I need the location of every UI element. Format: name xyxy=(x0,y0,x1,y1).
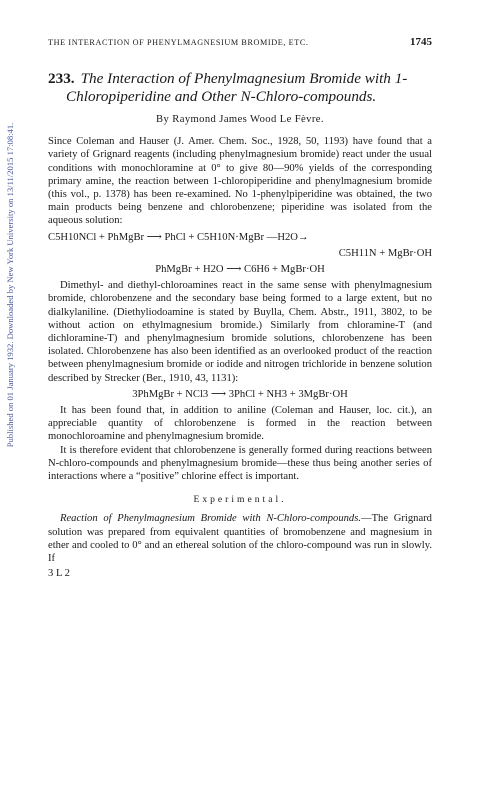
equation-3: 3PhMgBr + NCl3 ⟶ 3PhCl + NH3 + 3MgBr·OH xyxy=(132,388,348,400)
section-heading-experimental: Experimental. xyxy=(193,494,287,506)
equation-1-line-1: C5H10NCl + PhMgBr ⟶ PhCl + C5H10N·MgBr —H2O→ xyxy=(48,231,309,243)
watermark-text: Published on 01 January 1932. Downloaded by New York University on 13/11/2015 17:08:41. xyxy=(5,122,15,448)
subsection-heading: Reaction of Phenylmagnesium Bromide with N-Chloro-compounds. xyxy=(60,513,361,525)
intro-paragraph: Since Coleman and Hauser (J. Amer. Chem. Soc., 1928, 50, 1193) have found that a variety of Grignard reagents (including phenylmagnesium bromide) react under the usual conditions with monochloramine at 0° to give 80—90% yields of the corresponding primary amine, the reaction between 1-chloropiperidine and phenylmagnesium bromide (this vol., p. 1378) has been re-examined. No 1-phenylpiperidine was obtained, the two main products being benzene and chlorobenzene; piperidine was isolated from the aqueous solution: xyxy=(48,136,432,227)
equation-1-line-2: C5H11N + MgBr·OH xyxy=(338,247,432,259)
body-paragraph-3: It has been found that, in addition to aniline (Coleman and Hauser, loc. cit.), an appreciable quantity of chlorobenzene is formed in the reaction between monochloroamine and phenylmagnesium bromide. xyxy=(48,405,432,443)
body-paragraph-2: Dimethyl- and diethyl-chloroamines react in the same sense with phenylmagnesium bromide, chlorobenzene and the secondary base being formed to a large extent, but no dialkylaniline. (Diethyliodoamine is stated by Buylla, Chem. Abstr., 1911, 3802, to be without action on ethylmagnesium bromide.) Similarly from chloramine-T (and dichloramine-T) and phenylmagnesium bromide solutions, chlorobenzene has been isolated. Chlorobenzene has also been identified as an overlooked product of the reaction between phenylmagnesium bromide or iodide and nitrogen trichloride in benzene solution described by Strecker (Ber., 1910, 43, 1131): xyxy=(48,280,432,384)
running-header xyxy=(48,36,432,50)
equation-2: PhMgBr + H2O ⟶ C6H6 + MgBr·OH xyxy=(155,264,325,276)
body-paragraph-5 xyxy=(48,512,432,565)
article-title xyxy=(48,70,432,106)
signature-mark: 3 L 2 xyxy=(48,568,70,580)
download-watermark xyxy=(3,30,17,540)
journal-page xyxy=(48,36,432,581)
body-paragraph-5-text: —The Grignard solution was prepared from equivalent quantities of bromobenzene and magnesium in ether and cooled to 0° and an ethereal solution of the chloro-compound was run in slowly. If xyxy=(48,513,432,565)
body-paragraph-4: It is therefore evident that chlorobenzene is generally formed during reactions between N-chloro-compounds and phenylmagnesium bromide—these thus being another series of interactions where a “positive” chlorine effect is important. xyxy=(48,444,432,483)
page-number: 1745 xyxy=(410,36,432,48)
article-author: By Raymond James Wood Le Fèvre. xyxy=(156,114,324,125)
running-title: THE INTERACTION OF PHENYLMAGNESIUM BROMIDE, ETC. xyxy=(48,38,309,47)
article-title-text: The Interaction of Phenylmagnesium Bromide with 1-Chloropiperidine and Other N-Chloro-compounds. xyxy=(66,70,408,105)
article-number: 233. xyxy=(48,70,75,87)
